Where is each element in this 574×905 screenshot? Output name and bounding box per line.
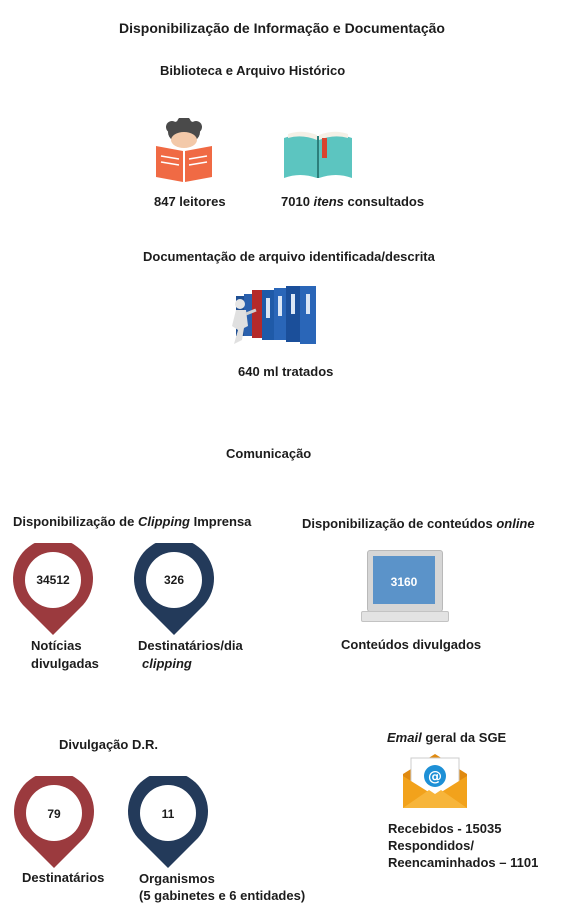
news-label: Notícias divulgadas bbox=[31, 638, 99, 671]
email-title: Email geral da SGE bbox=[387, 730, 507, 745]
map-pin-icon bbox=[127, 776, 209, 870]
dr-section-title: Divulgação D.R. bbox=[59, 737, 158, 752]
dr-recipients-label: Destinatários bbox=[22, 870, 105, 885]
svg-text:@: @ bbox=[428, 769, 442, 785]
dr-organisms-label: Organismos (5 gabinetes e 6 entidades) bbox=[139, 871, 306, 903]
library-section-title: Biblioteca e Arquivo Histórico bbox=[160, 63, 346, 78]
online-title: Disponibilização de conteúdos online bbox=[302, 516, 535, 531]
clipping-title: Disponibilização de Clipping Imprensa bbox=[13, 514, 252, 529]
recipients-label: Destinatários/dia clipping bbox=[138, 638, 243, 671]
email-forwarded: Reencaminhados – 1101 bbox=[388, 855, 539, 870]
online-label: Conteúdos divulgados bbox=[341, 637, 482, 652]
map-pin-icon bbox=[12, 543, 94, 637]
recipients-count: 326 bbox=[163, 573, 185, 587]
archive-section-title: Documentação de arquivo identificada/descrita bbox=[143, 249, 435, 264]
communication-section-title: Comunicação bbox=[226, 446, 312, 461]
email-received: Recebidos - 15035 bbox=[388, 821, 502, 836]
email-envelope-icon bbox=[401, 752, 469, 810]
map-pin-icon bbox=[13, 776, 95, 870]
laptop-icon bbox=[361, 550, 447, 626]
news-count: 34512 bbox=[36, 573, 70, 587]
email-stats bbox=[388, 820, 538, 871]
dr-recipients-pin-marker bbox=[13, 776, 95, 870]
page-title: Disponibilização de Informação e Documentação bbox=[119, 20, 445, 36]
map-pin-icon bbox=[133, 543, 215, 637]
online-count: 3160 bbox=[390, 575, 418, 589]
readers-stat: 847 leitores bbox=[154, 194, 226, 209]
recipients-pin-marker bbox=[133, 543, 215, 637]
items-consulted-stat: 7010 itens consultados bbox=[281, 194, 425, 209]
dr-organisms-pin-marker bbox=[127, 776, 209, 870]
open-book-icon bbox=[282, 128, 354, 180]
reader-icon bbox=[152, 118, 216, 184]
archive-treated-stat: 640 ml tratados bbox=[238, 364, 334, 379]
news-pin-marker bbox=[12, 543, 94, 637]
dr-recipients-count: 79 bbox=[47, 807, 61, 821]
dr-organisms-count: 11 bbox=[161, 807, 175, 821]
binders-icon bbox=[226, 284, 324, 348]
email-replied: Respondidos/ bbox=[388, 838, 474, 853]
